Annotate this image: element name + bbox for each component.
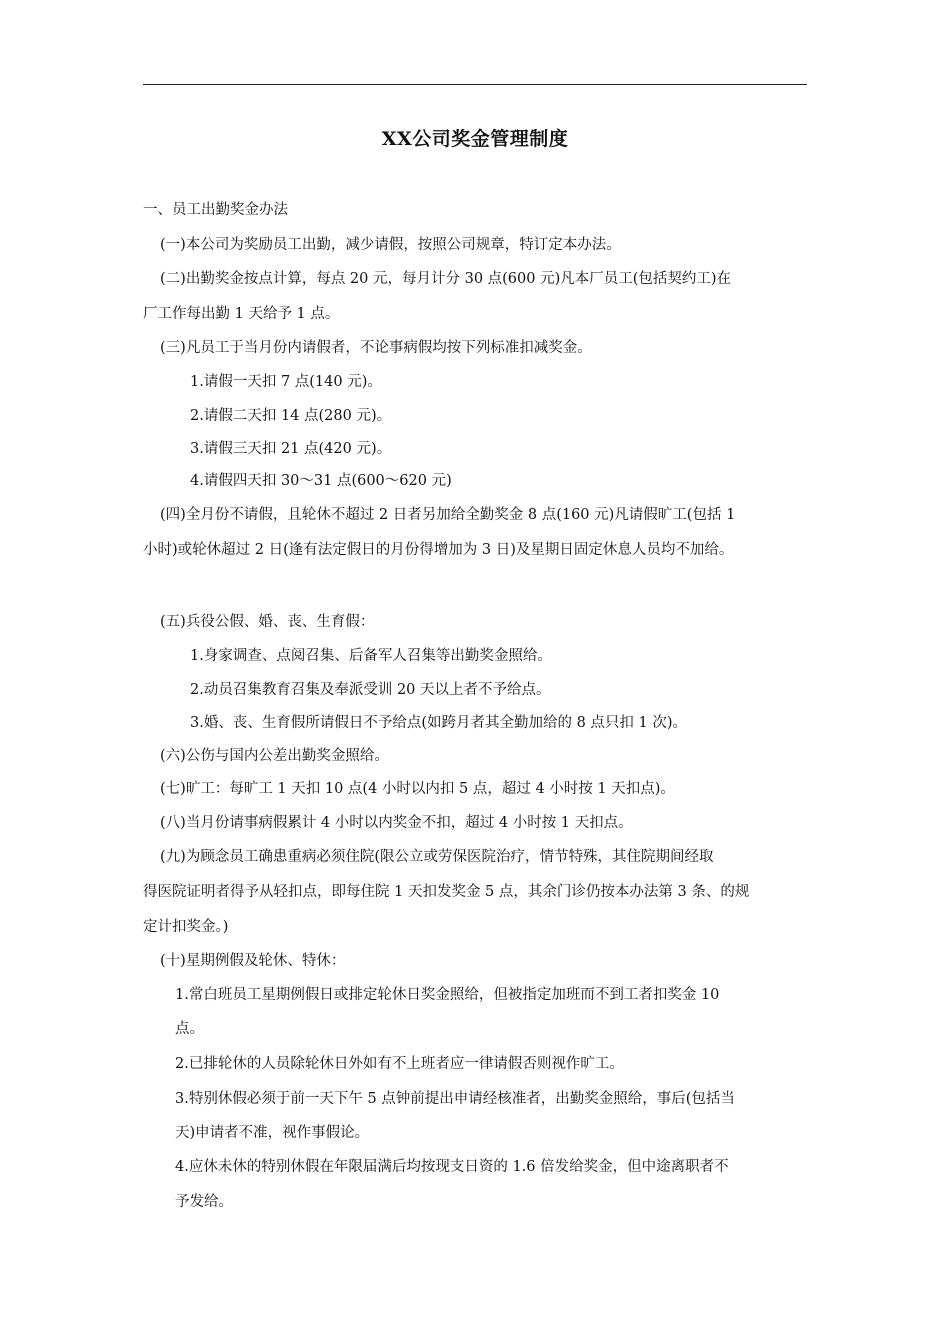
- body-line: 小时)或轮休超过 2 日(逢有法定假日的月份得增加为 3 日)及星期日固定休息人员均不加给。: [143, 542, 734, 558]
- body-line: (十)星期例假及轮休、特休：: [160, 953, 346, 969]
- body-line: (九)为顾念员工确患重病必须住院(限公立或劳保医院治疗，情节特殊，其住院期间经取: [160, 849, 714, 865]
- body-line: 一、员工出勤奖金办法: [143, 202, 288, 218]
- body-line: (七)旷工：每旷工 1 天扣 10 点(4 小时以内扣 5 点，超过 4 小时按 1 天扣点)。: [160, 781, 675, 797]
- body-line: 2.已排轮休的人员除轮休日外如有不上班者应一律请假否则视作旷工。: [175, 1056, 624, 1072]
- body-line: (一)本公司为奖励员工出勤，减少请假，按照公司规章，特订定本办法。: [160, 237, 621, 253]
- body-line: 得医院证明者得予从轻扣点，即每住院 1 天扣发奖金 5 点，其余门诊仍按本办法第 3 条、的规: [143, 884, 750, 900]
- body-line: 4.请假四天扣 30～31 点(600～620 元): [190, 473, 452, 489]
- body-line: 3.婚、丧、生育假所请假日不予给点(如跨月者其全勤加给的 8 点只扣 1 次)。: [190, 715, 688, 731]
- document-title: XX公司奖金管理制度: [381, 128, 569, 150]
- body-line: (二)出勤奖金按点计算，每点 20 元，每月计分 30 点(600 元)凡本厂员工(包括契约工)在: [160, 271, 732, 287]
- body-line: 3.请假三天扣 21 点(420 元)。: [190, 441, 392, 457]
- body-line: 1.常白班员工星期例假日或排定轮休日奖金照给，但被指定加班而不到工者扣奖金 10: [175, 987, 720, 1003]
- body-line: (四)全月份不请假，且轮休不超过 2 日者另加给全勤奖金 8 点(160 元)凡请假旷工(包括 1: [160, 507, 736, 523]
- body-line: 厂工作每出勤 1 天给予 1 点。: [143, 306, 340, 322]
- body-line: 3.特别休假必须于前一天下午 5 点钟前提出申请经核准者，出勤奖金照给，事后(包括当: [175, 1091, 735, 1107]
- body-line: 点。: [175, 1021, 204, 1037]
- body-line: 定计扣奖金。): [143, 919, 229, 935]
- body-line: 1.身家调查、点阅召集、后备军人召集等出勤奖金照给。: [190, 648, 552, 664]
- header-rule: [143, 84, 807, 85]
- body-line: (六)公伤与国内公差出勤奖金照给。: [160, 748, 389, 764]
- body-line: (三)凡员工于当月份内请假者，不论事病假均按下列标准扣减奖金。: [160, 340, 592, 356]
- body-line: (五)兵役公假、婚、丧、生育假：: [160, 614, 375, 630]
- body-line: 1.请假一天扣 7 点(140 元)。: [190, 374, 382, 390]
- body-line: 天)申请者不准，视作事假论。: [175, 1125, 370, 1141]
- body-line: 4.应休未休的特别休假在年限届满后均按现支日资的 1.6 倍发给奖金，但中途离职者不: [175, 1159, 729, 1175]
- body-line: 予发给。: [175, 1194, 233, 1210]
- body-line: 2.请假二天扣 14 点(280 元)。: [190, 408, 392, 424]
- body-line: 2.动员召集教育召集及奉派受训 20 天以上者不予给点。: [190, 682, 551, 698]
- body-line: (八)当月份请事病假累计 4 小时以内奖金不扣，超过 4 小时按 1 天扣点。: [160, 815, 633, 831]
